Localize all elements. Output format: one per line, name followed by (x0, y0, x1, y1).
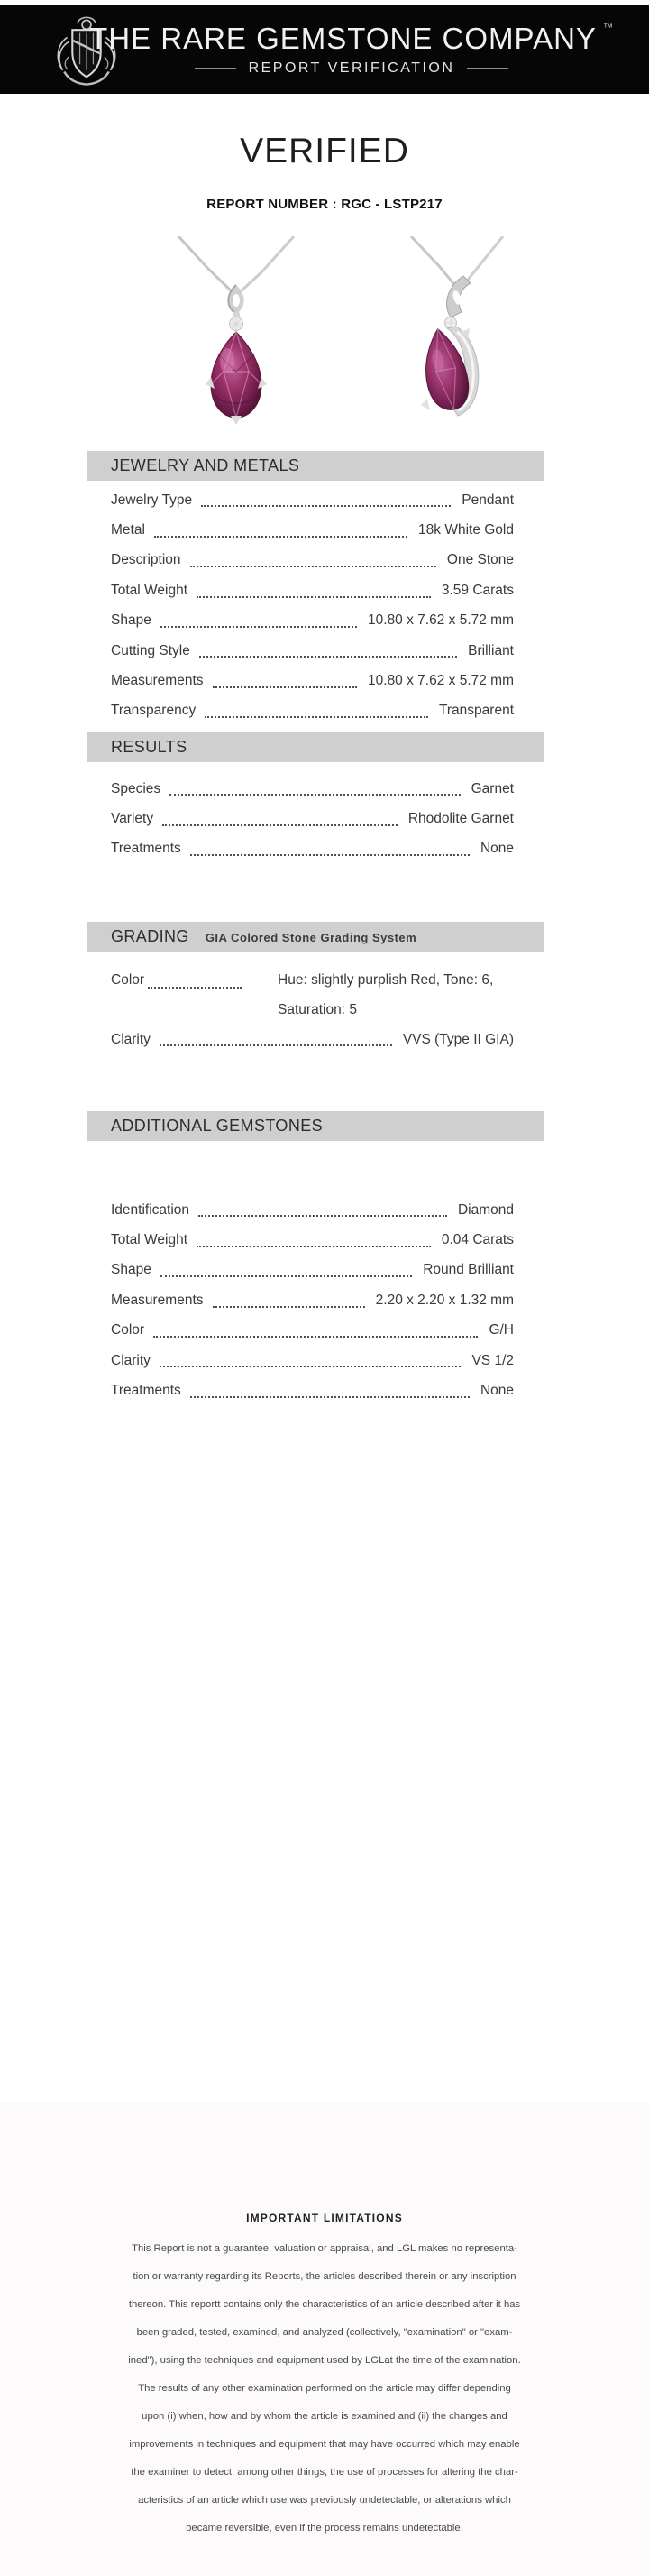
row-value: None (480, 1383, 514, 1399)
row-value: 0.04 Carats (441, 1232, 514, 1248)
left-rule (195, 68, 236, 69)
spec-row-description (87, 546, 544, 575)
row-value: 10.80 x 7.62 x 5.72 mm (368, 673, 514, 689)
spec-row-total-weight (87, 1225, 544, 1255)
limitations-line: improvements in techniques and equipment that may have occurred which may enable (129, 2439, 520, 2450)
tagline: REPORT VERIFICATION (248, 60, 455, 76)
dotted-leader (160, 1366, 462, 1367)
spec-row-metal (87, 515, 544, 545)
row-label: Color (111, 1322, 145, 1339)
spec-row-transparency (87, 696, 544, 726)
spec-row-treatments (87, 1375, 544, 1405)
row-label: Cutting Style (111, 642, 190, 658)
limitations-line: been graded, tested, examined, and analyzed (collectively, "examination" or "exam- (136, 2327, 513, 2338)
row-value: Rhodolite Garnet (407, 811, 514, 827)
limitations-line: tion or warranty regarding its Reports, the articles described therein or any inscription (133, 2271, 516, 2282)
row-value: 10.80 x 7.62 x 5.72 mm (368, 612, 514, 629)
dotted-leader (160, 626, 357, 628)
dotted-leader (205, 716, 428, 718)
spec-row-jewelry-type (87, 485, 544, 515)
row-label: Total Weight (111, 582, 188, 598)
row-value: Round Brilliant (423, 1262, 514, 1278)
spec-row-identification (87, 1195, 544, 1225)
row-value: Brilliant (468, 642, 514, 658)
color-value-line1: Hue: slightly purplish Red, Tone: 6, (278, 972, 494, 988)
header-text-block (89, 5, 614, 94)
row-value: Garnet (471, 780, 514, 796)
color-value-block (278, 965, 493, 1025)
spec-row-cutting-style (87, 636, 544, 666)
additional-gemstones-rows (87, 1195, 544, 1406)
section-header-results (87, 732, 544, 762)
pendant-side-photo (386, 236, 530, 428)
jewelry-and-metals-rows (87, 485, 544, 726)
row-value: 2.20 x 2.20 x 1.32 mm (375, 1292, 514, 1308)
limitations-line: ined"), using the techniques and equipment used by LGLat the time of the examination. (128, 2355, 521, 2366)
limitations-line: upon (i) when, how and by whom the article is examined and (ii) the changes and (142, 2411, 507, 2422)
pendant-front-photo (151, 236, 323, 428)
spec-row-treatments (87, 834, 544, 864)
row-value: G/H (489, 1322, 514, 1339)
section-header-jewelry-and-metals (87, 451, 544, 481)
dotted-leader (160, 1044, 392, 1046)
header-bar (0, 5, 649, 94)
report-verification-banner (195, 61, 509, 76)
results-rows (87, 774, 544, 864)
dotted-leader (199, 656, 457, 658)
limitations-line: The results of any other examination performed on the article may differ depending (138, 2383, 511, 2394)
dotted-leader (153, 1336, 478, 1338)
verified-status: VERIFIED (240, 132, 409, 170)
row-value: One Stone (446, 552, 514, 568)
spec-row-color (87, 965, 544, 1025)
dotted-leader (148, 965, 242, 989)
row-label: Description (111, 552, 181, 568)
section-header-additional-gemstones (87, 1111, 544, 1141)
row-value: VVS (Type II GIA) (402, 1031, 514, 1047)
limitations-line: This Report is not a guarantee, valuation or appraisal, and LGL makes no representa- (132, 2243, 517, 2254)
spec-row-measurements (87, 1285, 544, 1315)
spec-row-variety (87, 804, 544, 833)
section-title: JEWELRY AND METALS (111, 456, 300, 474)
row-label: Clarity (111, 1352, 151, 1368)
spec-row-clarity (87, 1346, 544, 1375)
dotted-leader (190, 1396, 470, 1398)
row-label: Color (111, 972, 145, 988)
dotted-leader (169, 794, 460, 796)
row-label: Shape (111, 1262, 151, 1278)
limitations-line: thereon. This reportt contains only the characteristics of an article described after it has (128, 2299, 521, 2310)
dotted-leader (154, 536, 407, 538)
row-label: Treatments (111, 841, 181, 857)
row-label: Identification (111, 1201, 190, 1218)
row-value: 3.59 Carats (441, 582, 514, 598)
grading-rows (87, 965, 544, 1054)
company-name: THE RARE GEMSTONE COMPANY (89, 21, 597, 55)
dotted-leader (197, 596, 431, 598)
section-title: GRADING (111, 927, 189, 945)
row-label: Transparency (111, 703, 197, 719)
row-value: 18k White Gold (418, 522, 514, 538)
spec-row-clarity (87, 1025, 544, 1054)
right-rule (467, 68, 508, 69)
dotted-leader (197, 1246, 431, 1247)
dotted-leader (201, 505, 451, 507)
row-label: Clarity (111, 1031, 151, 1047)
row-label: Metal (111, 522, 145, 538)
spec-row-color (87, 1316, 544, 1346)
limitations-heading: IMPORTANT LIMITATIONS (246, 2212, 403, 2224)
row-label: Measurements (111, 1292, 204, 1308)
dotted-leader (190, 566, 436, 567)
spec-row-shape (87, 606, 544, 636)
spec-row-measurements (87, 666, 544, 695)
row-value: None (480, 841, 514, 857)
report-number: REPORT NUMBER : RGC - LSTP217 (206, 197, 443, 212)
row-label: Variety (111, 811, 154, 827)
dotted-leader (213, 686, 358, 688)
section-header-grading (87, 922, 544, 952)
limitations-paragraph (72, 2235, 577, 2543)
dotted-leader (162, 824, 398, 826)
spec-row-shape (87, 1256, 544, 1285)
row-label: Jewelry Type (111, 492, 193, 508)
section-title: RESULTS (111, 738, 187, 756)
row-label: Species (111, 780, 161, 796)
row-label: Total Weight (111, 1232, 188, 1248)
spec-row-total-weight (87, 575, 544, 605)
color-value-line2: Saturation: 5 (278, 1002, 357, 1017)
row-value: Diamond (457, 1201, 514, 1218)
grading-system-subtitle: GIA Colored Stone Grading System (205, 931, 417, 944)
section-title: ADDITIONAL GEMSTONES (111, 1117, 324, 1135)
dotted-leader (198, 1215, 447, 1217)
dotted-leader (190, 854, 470, 856)
dotted-leader (160, 1275, 412, 1277)
row-value: Pendant (462, 492, 514, 508)
limitations-line: acteristics of an article which use was previously undetectable, or alterations which (138, 2495, 511, 2506)
limitations-line: the examiner to detect, among other things, the use of processes for altering the char- (131, 2467, 518, 2478)
company-name-line (89, 23, 614, 53)
row-label: Measurements (111, 673, 204, 689)
limitations-line: became reversible, even if the process remains undetectable. (186, 2523, 463, 2534)
row-label: Treatments (111, 1383, 181, 1399)
spec-row-species (87, 774, 544, 804)
row-value: VS 1/2 (471, 1352, 514, 1368)
row-label: Shape (111, 612, 151, 629)
dotted-leader (213, 1306, 365, 1308)
trademark-symbol: ™ (602, 22, 614, 33)
row-value: Transparent (439, 703, 514, 719)
